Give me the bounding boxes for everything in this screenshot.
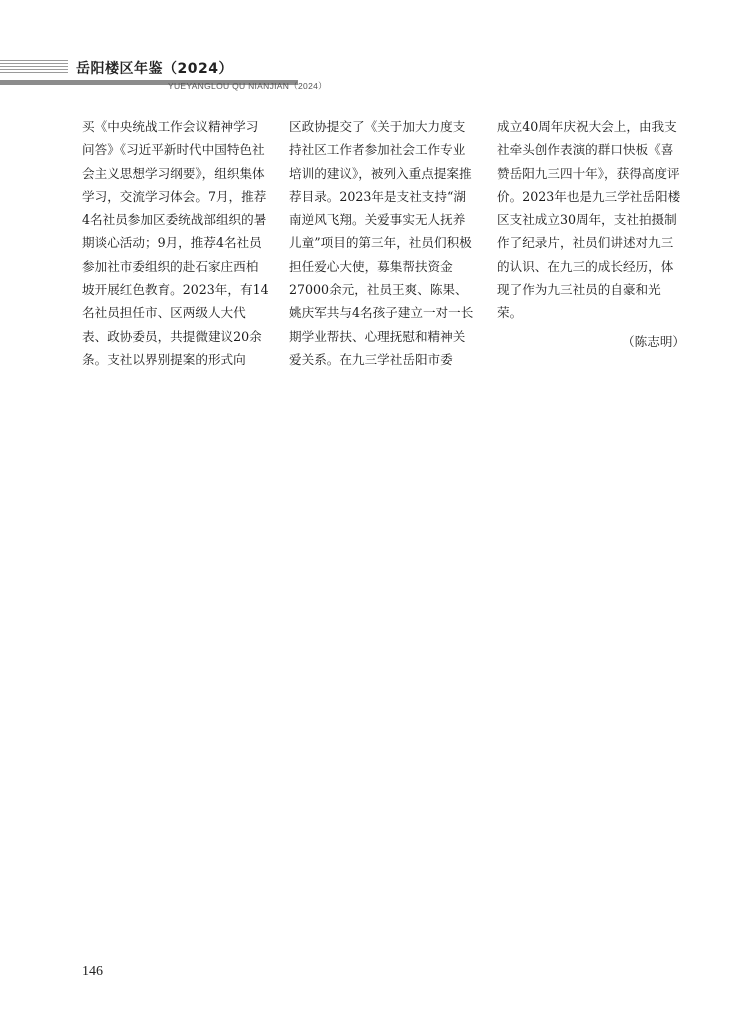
column-1-paragraph: 买《中央统战工作会议精神学习问答》《习近平新时代中国特色社会主义思想学习纲要》，组织集体学习，交流学习体会。7月，推荐4名社员参加区委统战部组织的暑期谈心活动；9月，推荐4名社员参加社市委组织的赴石家庄西柏坡开展红色教育。2023年，有14名社员担任市、区两级人大代表、政协委员，共提微建议20余条。支社以界别提案的形式向 — [82, 119, 269, 367]
header-decoration-lines — [0, 60, 68, 74]
author-credit: （陈志明） — [622, 333, 685, 349]
yearbook-subtitle: YUEYANGLOU QU NIANJIAN（2024） — [168, 81, 327, 91]
text-column-3 — [497, 115, 685, 353]
yearbook-title: 岳阳楼区年鉴（2024） — [76, 61, 233, 77]
page-number: 146 — [82, 964, 103, 979]
column-2-paragraph: 区政协提交了《关于加大力度支持社区工作者参加社会工作专业培训的建议》，被列入重点提案推荐目录。2023年是支社支持“湖南逆风飞翔。关爱事实无人抚养儿童”项目的第三年，社员们积极担任爱心大使，募集帮扶资金27000余元，社员王爽、陈果、姚庆军共与4名孩子建立一对一长期学业帮扶、心理抚慰和精神关爱关系。在九三学社岳阳市委 — [289, 119, 474, 367]
column-3-paragraph: 成立40周年庆祝大会上，由我支社牵头创作表演的群口快板《喜赞岳阳九三四十年》，获得高度评价。2023年也是九三学社岳阳楼区支社成立30周年，支社拍摄制作了纪录片，社员们讲述对九三的认识、在九三的成长经历，体现了作为九三社员的自豪和光荣。 — [497, 119, 681, 321]
text-column-1 — [82, 115, 270, 371]
text-column-2 — [289, 115, 477, 371]
